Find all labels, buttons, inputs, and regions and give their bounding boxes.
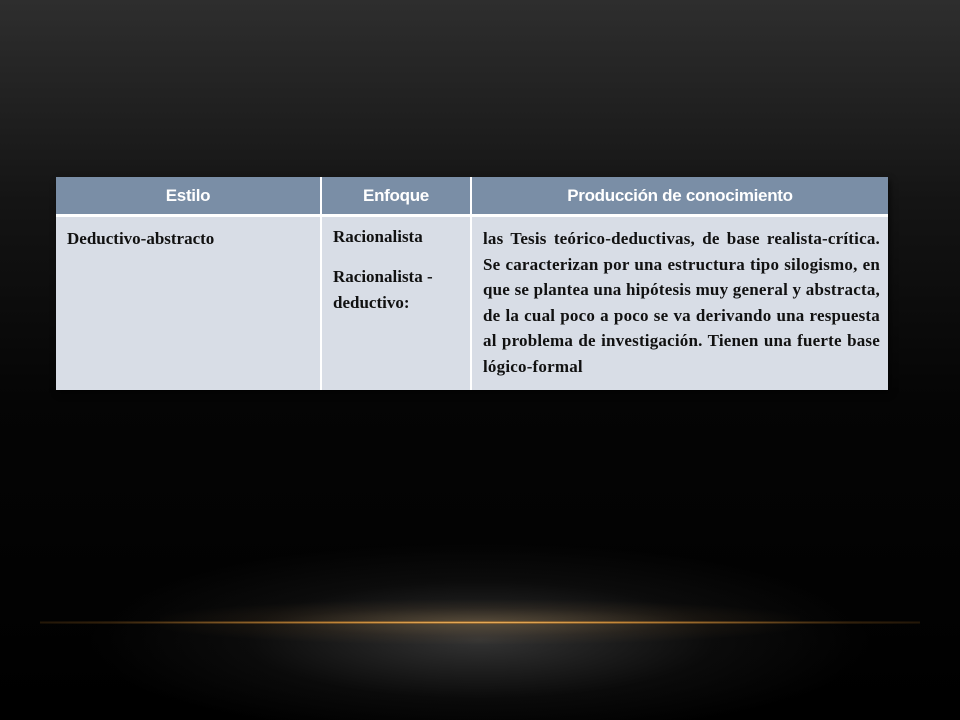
cell-produccion: las Tesis teórico-deductivas, de base realista-crítica. Se caracterizan por una estructura tipo silogismo, en que se plantea una hipótesis muy general y abstracta, de la cual poco a poco se va derivando una respuesta al problema de investigación. Tienen una fuerte base lógico-formal	[471, 216, 888, 391]
header-produccion: Producción de conocimiento	[471, 177, 888, 216]
header-enfoque: Enfoque	[321, 177, 471, 216]
table-header-row	[56, 177, 888, 216]
cell-enfoque	[321, 216, 471, 391]
header-estilo: Estilo	[56, 177, 321, 216]
enfoque-line-2: Racionalista -deductivo:	[333, 266, 433, 313]
floor-light-line	[40, 621, 920, 624]
cell-estilo: Deductivo-abstracto	[56, 216, 321, 391]
enfoque-line-1: Racionalista	[333, 227, 423, 246]
comparison-table	[56, 177, 888, 390]
table-row	[56, 216, 888, 391]
